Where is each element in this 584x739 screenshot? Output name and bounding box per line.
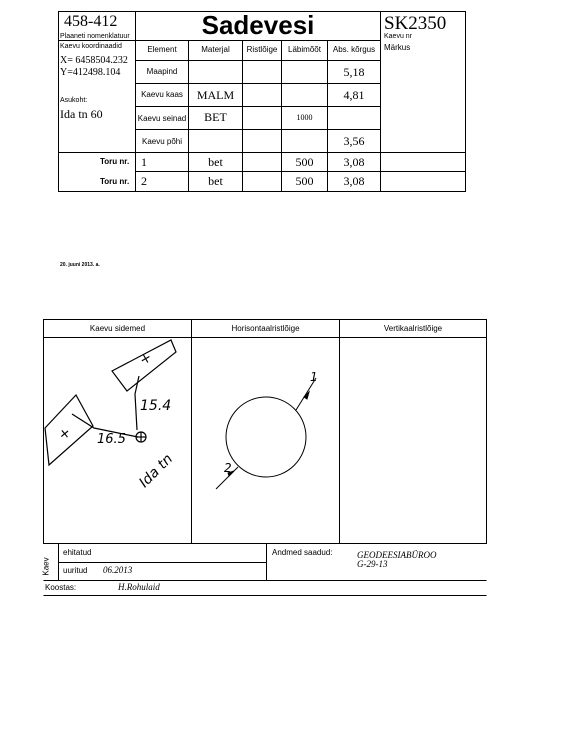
date-note: 20. juuni 2013. a. <box>60 262 100 268</box>
data-source-label: Andmed saadud: <box>272 548 333 557</box>
page-title: Sadevesi <box>201 10 315 40</box>
col-element: Element <box>147 45 177 54</box>
pipe-material: bet <box>208 155 223 169</box>
row-material: MALM <box>196 88 235 102</box>
coord-caption: Kaevu koordinaadid <box>60 43 122 50</box>
updated-value: 06.2013 <box>103 565 133 575</box>
sheet-number: 458-412 <box>64 13 118 30</box>
pipe-label: Toru nr. <box>100 177 130 186</box>
pipe-label: Toru nr. <box>100 157 130 166</box>
address: Ida tn 60 <box>60 107 103 121</box>
house-mark: + <box>55 424 75 444</box>
house-mark: + <box>136 349 155 369</box>
x-coordinate: X= 6458504.232 <box>60 55 128 66</box>
row-height: 3,56 <box>343 134 365 148</box>
side-label: Kaev <box>41 557 51 576</box>
col-height: Abs. kõrgus <box>332 45 376 54</box>
sheet-caption: Plaaneti nomenklatuur <box>60 33 130 40</box>
pipe-2-label: 2 <box>224 461 232 475</box>
data-source: GEODEESIABÜROO <box>357 550 437 560</box>
y-coordinate: Y=412498.104 <box>60 67 121 78</box>
sketch-col1-header: Kaevu sidemed <box>89 324 146 333</box>
data-reference: G-29-13 <box>357 559 388 569</box>
built-label: ehitatud <box>63 548 92 557</box>
row-element: Maapind <box>146 67 178 76</box>
row-diameter: 1000 <box>296 113 313 122</box>
pipe-number: 1 <box>141 155 147 169</box>
notes-header: Märkus <box>384 43 411 52</box>
measure-label: 16.5 <box>97 432 126 447</box>
measure-label: 15.4 <box>140 398 172 414</box>
pipe-height: 3,08 <box>343 174 365 188</box>
pipe-diameter: 500 <box>295 155 314 169</box>
pipe-1-label: 1 <box>310 370 318 384</box>
col-section: Ristlõige <box>246 45 278 54</box>
updated-label: uuritud <box>63 566 88 575</box>
row-element: Kaevu seinad <box>137 114 187 123</box>
col-material: Materjal <box>201 45 230 54</box>
well-id: SK2350 <box>384 13 447 34</box>
compiled-by: H.Rohulaid <box>118 582 160 592</box>
sketch-col2-header: Horisontaalristlõige <box>231 324 300 333</box>
address-caption: Asukoht: <box>60 97 88 104</box>
pipe-height: 3,08 <box>343 155 365 169</box>
well-id-caption: Kaevu nr <box>384 33 413 40</box>
sketch-col3-header: Vertikaalristlõige <box>383 324 443 333</box>
row-element: Kaevu kaas <box>141 90 183 99</box>
row-height: 4,81 <box>343 88 365 102</box>
row-height: 5,18 <box>343 65 365 79</box>
col-diameter: Läbimõõt <box>288 45 321 54</box>
row-element: Kaevu põhi <box>141 137 183 146</box>
compiled-label: Koostas: <box>45 583 77 592</box>
row-material: BET <box>204 110 227 124</box>
street-label: Ida tn <box>136 451 177 491</box>
pipe-diameter: 500 <box>295 174 314 188</box>
pipe-number: 2 <box>141 174 147 188</box>
pipe-material: bet <box>208 174 223 188</box>
